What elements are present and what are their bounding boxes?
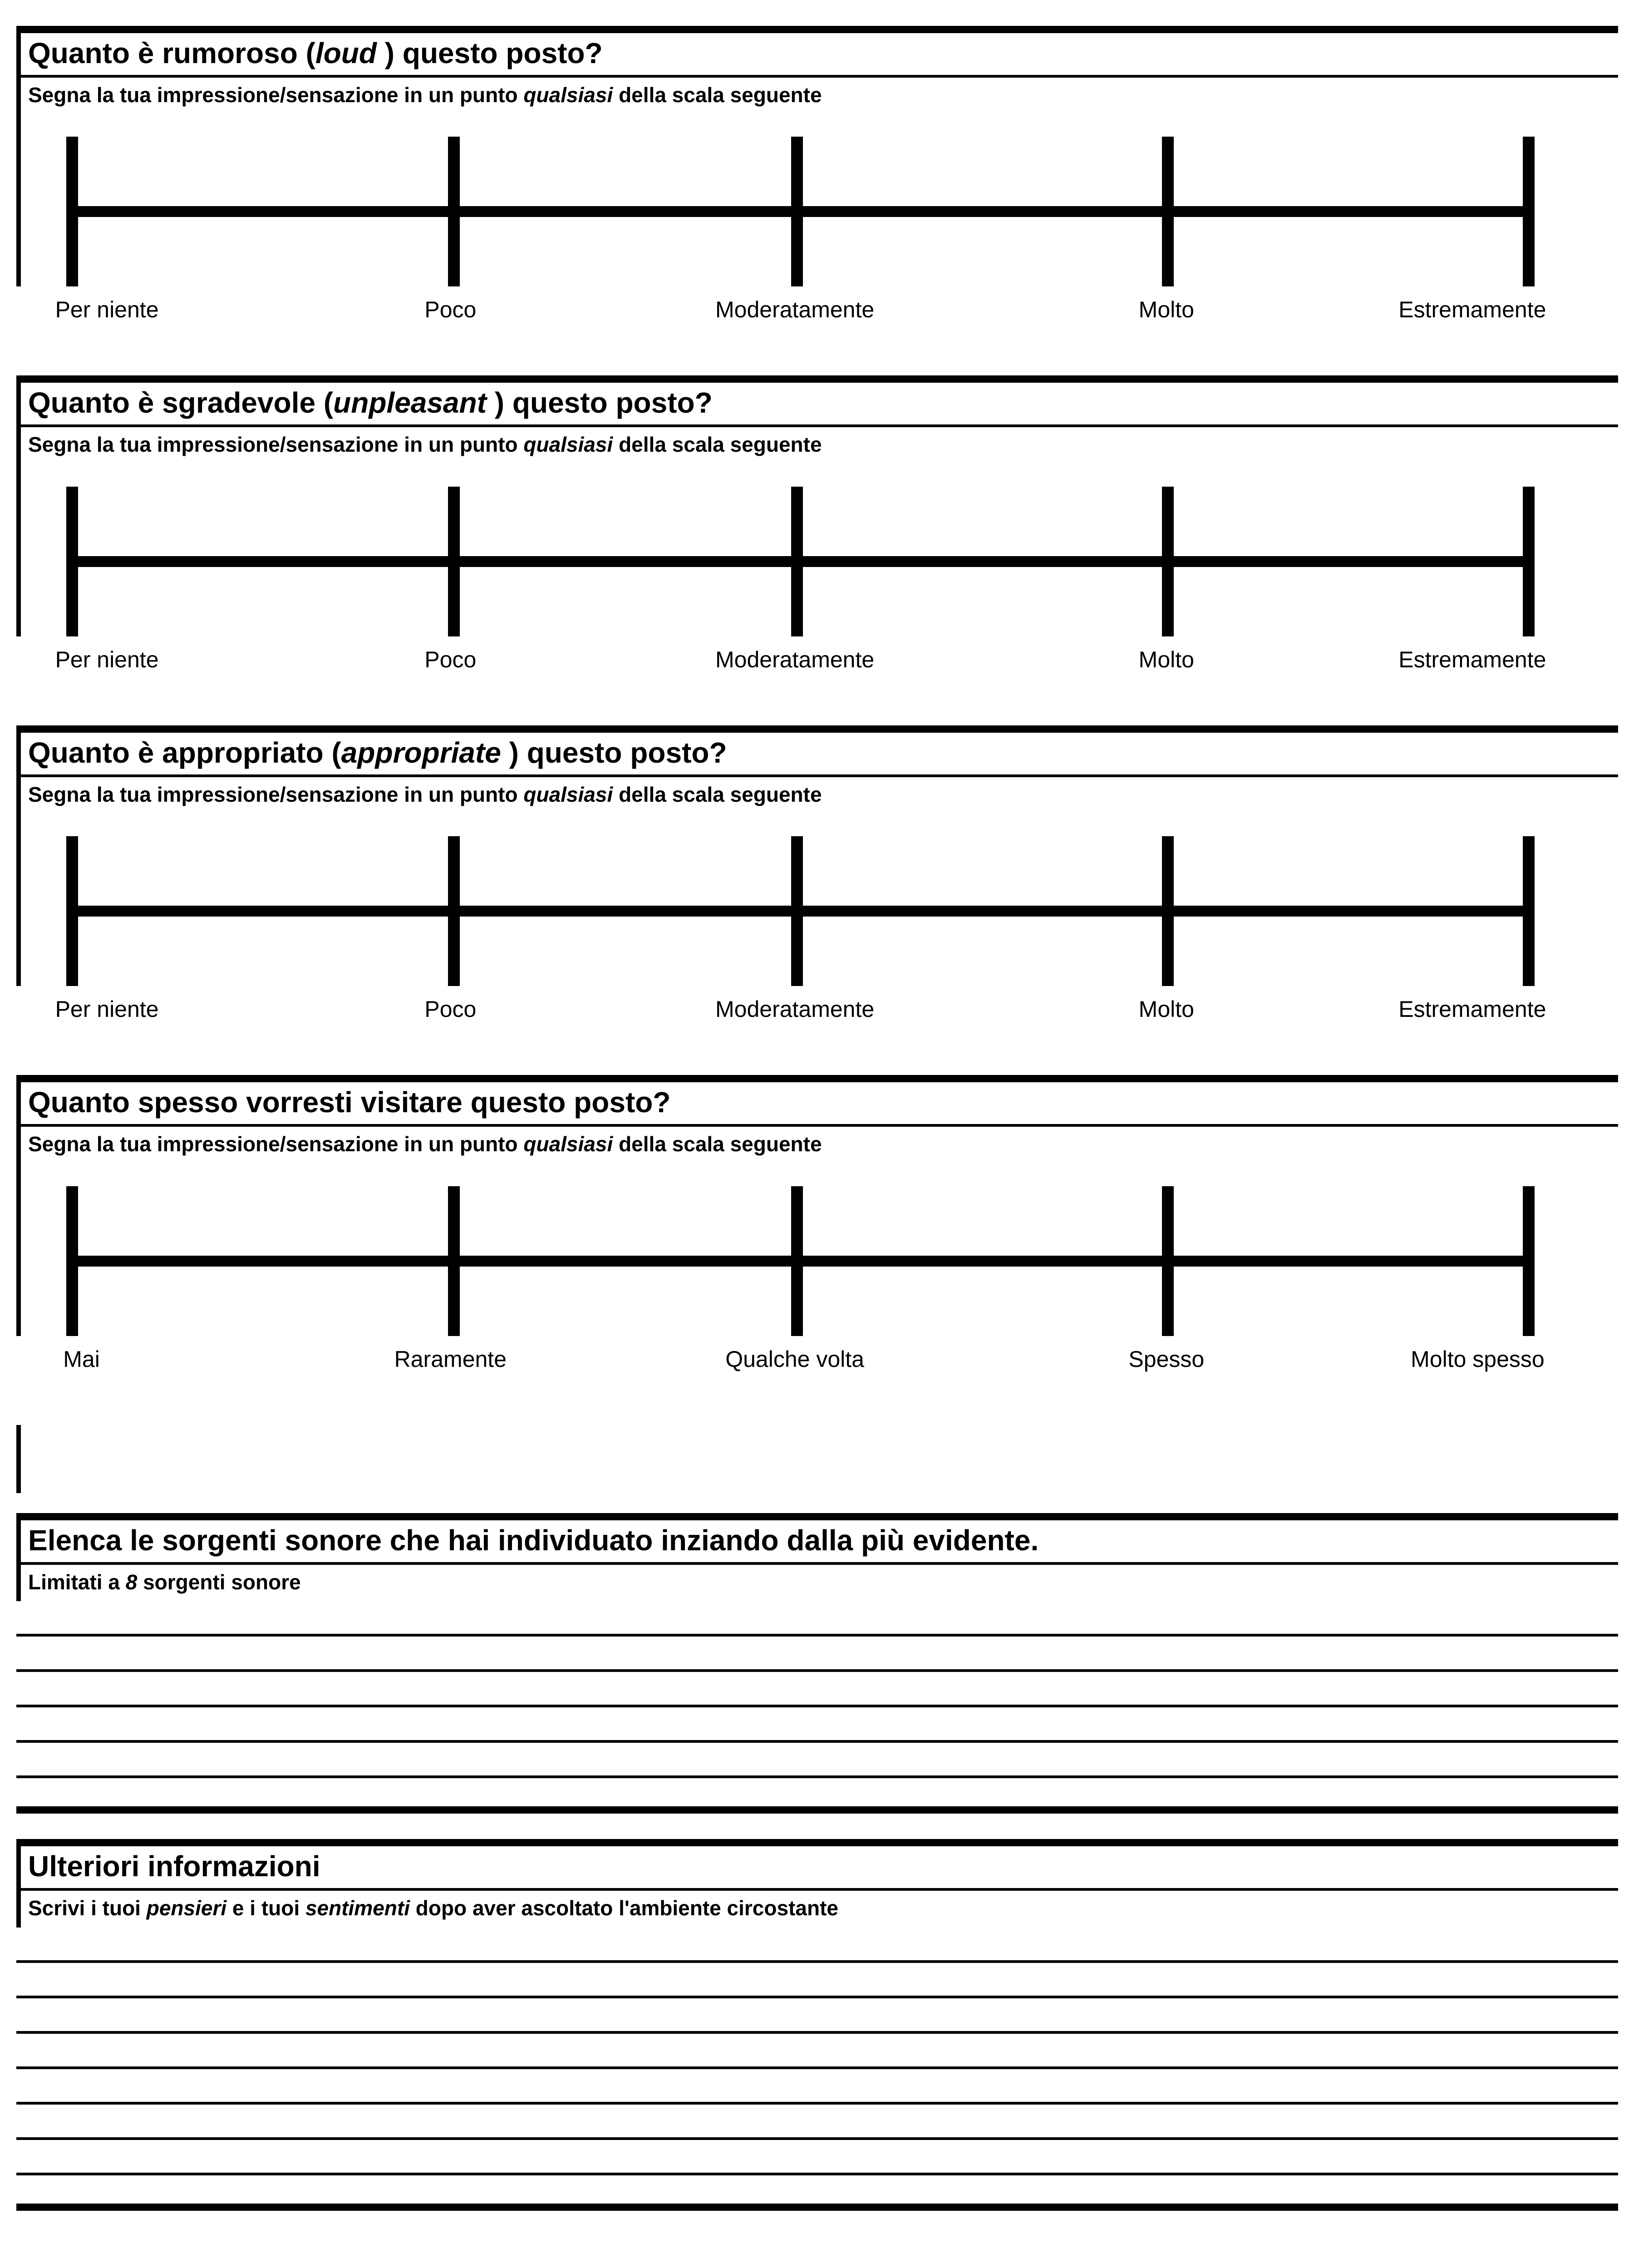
scale-label: Moderatamente — [715, 297, 875, 323]
subtitle-italic: 8 — [125, 1570, 138, 1594]
ruled-line[interactable] — [16, 1960, 1618, 1963]
ruled-line[interactable] — [16, 1996, 1618, 1998]
scale-labels — [16, 1346, 1618, 1376]
question-subtitle — [21, 78, 1618, 114]
subtitle-tail: della scala seguente — [613, 782, 822, 806]
question-header — [16, 733, 1618, 986]
scale-tick — [791, 137, 803, 286]
scale-tick — [66, 1186, 78, 1336]
subtitle-text: Scrivi i tuoi — [28, 1896, 147, 1920]
scale-tick — [1162, 836, 1174, 986]
scale-label: Raramente — [394, 1346, 507, 1372]
subtitle-text: e i tuoi — [226, 1896, 305, 1920]
scale-tick — [66, 137, 78, 286]
question-title-tail: ) questo posto? — [376, 37, 603, 69]
scale-label: Estremamente — [1398, 646, 1546, 672]
scale-tick — [1162, 487, 1174, 636]
scale-tick — [1523, 836, 1535, 986]
scale-labels — [16, 646, 1618, 676]
scale-label: Moderatamente — [715, 646, 875, 672]
question-title — [21, 733, 1618, 777]
subtitle-italic: qualsiasi — [523, 782, 613, 806]
scale-tick — [1523, 1186, 1535, 1336]
scale-tick — [448, 1186, 460, 1336]
scale-label: Per niente — [55, 996, 159, 1022]
left-border-stub — [16, 1425, 21, 1493]
scale-label: Poco — [424, 996, 477, 1022]
question-title — [21, 383, 1618, 427]
subtitle-italic: qualsiasi — [523, 1132, 613, 1156]
ruled-line[interactable] — [16, 2137, 1618, 2140]
subtitle-italic: sentimenti — [305, 1896, 410, 1920]
section-subtitle — [21, 1565, 1618, 1602]
subtitle-tail: della scala seguente — [613, 433, 822, 457]
scale-tick — [1162, 137, 1174, 286]
ruled-line[interactable] — [16, 2102, 1618, 2105]
question-title-tail: ) questo posto? — [487, 386, 713, 419]
scale-tick — [791, 1186, 803, 1336]
scale-label: Moderatamente — [715, 996, 875, 1022]
scale-tick — [1162, 1186, 1174, 1336]
ruled-line[interactable] — [16, 1740, 1618, 1743]
ruled-line[interactable] — [16, 1669, 1618, 1672]
question-subtitle — [21, 427, 1618, 464]
scale-labels — [16, 296, 1618, 326]
subtitle-tail: della scala seguente — [613, 1132, 822, 1156]
ruled-line[interactable] — [16, 2066, 1618, 2069]
scale-tick — [66, 487, 78, 636]
subtitle-tail: dopo aver ascoltato l'ambiente circostante — [409, 1896, 838, 1920]
section-header — [16, 1520, 1618, 1601]
question-title — [21, 33, 1618, 78]
ruled-line[interactable] — [16, 1775, 1618, 1778]
scale-label: Poco — [424, 646, 477, 672]
subtitle-italic: qualsiasi — [523, 83, 613, 107]
section-header — [16, 1846, 1618, 1927]
section-title: Elenca le sorgenti sonore che hai individuato inziando dalla più evidente. — [21, 1520, 1618, 1565]
subtitle-text: Segna la tua impressione/sensazione in un punto — [28, 1132, 524, 1156]
additional-info-answer-lines — [16, 1960, 1618, 2211]
scale-tick — [791, 487, 803, 636]
subtitle-italic: qualsiasi — [523, 433, 613, 457]
rating-scale[interactable] — [21, 487, 1618, 636]
additional-info-section — [16, 1839, 1618, 2210]
scale-tick — [448, 487, 460, 636]
question-section-pleasantness — [16, 375, 1618, 676]
scale-label: Molto spesso — [1411, 1346, 1545, 1372]
subtitle-text: Segna la tua impressione/sensazione in un punto — [28, 782, 524, 806]
ruled-line[interactable] — [16, 2031, 1618, 2034]
question-title-text: Quanto è appropriato ( — [28, 736, 341, 769]
scale-label: Per niente — [55, 297, 159, 323]
scale-tick — [1523, 137, 1535, 286]
question-title-italic: appropriate — [341, 736, 501, 769]
scale-label: Per niente — [55, 646, 159, 672]
section-subtitle — [21, 1891, 1618, 1928]
subtitle-text: Limitati a — [28, 1570, 126, 1594]
question-header — [16, 1082, 1618, 1336]
section-title: Ulteriori informazioni — [21, 1846, 1618, 1891]
question-section-visit-frequency — [16, 1075, 1618, 1376]
subtitle-italic: pensieri — [146, 1896, 227, 1920]
question-title-text: Quanto è rumoroso ( — [28, 37, 315, 69]
ruled-line[interactable] — [16, 1806, 1618, 1814]
scale-label: Molto — [1138, 646, 1194, 672]
question-title-italic: unpleasant — [333, 386, 487, 419]
question-subtitle — [21, 1127, 1618, 1164]
question-header — [16, 383, 1618, 636]
scale-label: Spesso — [1128, 1346, 1205, 1372]
scale-tick — [1523, 487, 1535, 636]
subtitle-text: Segna la tua impressione/sensazione in un punto — [28, 83, 524, 107]
scale-label: Estremamente — [1398, 996, 1546, 1022]
question-section-appropriateness — [16, 725, 1618, 1026]
scale-label: Qualche volta — [725, 1346, 864, 1372]
question-subtitle — [21, 777, 1618, 814]
scale-label: Poco — [424, 297, 477, 323]
subtitle-tail: sorgenti sonore — [137, 1570, 301, 1594]
question-title-text: Quanto spesso vorresti visitare questo posto? — [28, 1086, 671, 1119]
scale-label: Mai — [63, 1346, 100, 1372]
section-gap — [16, 1814, 1618, 1839]
question-title-text: Quanto è sgradevole ( — [28, 386, 334, 419]
subtitle-text: Segna la tua impressione/sensazione in un punto — [28, 433, 524, 457]
scale-label: Molto — [1138, 996, 1194, 1022]
scale-label: Molto — [1138, 297, 1194, 323]
sound-sources-answer-lines — [16, 1634, 1618, 1814]
ruled-line[interactable] — [16, 2173, 1618, 2175]
rating-scale[interactable] — [21, 137, 1618, 286]
scale-label: Estremamente — [1398, 297, 1546, 323]
rating-scale[interactable] — [21, 1186, 1618, 1336]
ruled-line[interactable] — [16, 1634, 1618, 1637]
question-title-italic: loud — [315, 37, 377, 69]
ruled-line[interactable] — [16, 1705, 1618, 1707]
question-title — [21, 1082, 1618, 1127]
scale-tick — [791, 836, 803, 986]
scale-tick — [66, 836, 78, 986]
sound-sources-section — [16, 1513, 1618, 1814]
scale-tick — [448, 836, 460, 986]
rating-scale[interactable] — [21, 836, 1618, 986]
question-title-tail: ) questo posto? — [501, 736, 727, 769]
question-header — [16, 33, 1618, 286]
ruled-line[interactable] — [16, 2204, 1618, 2211]
scale-tick — [448, 137, 460, 286]
subtitle-tail: della scala seguente — [613, 83, 822, 107]
question-section-loudness — [16, 26, 1618, 326]
scale-labels — [16, 996, 1618, 1026]
